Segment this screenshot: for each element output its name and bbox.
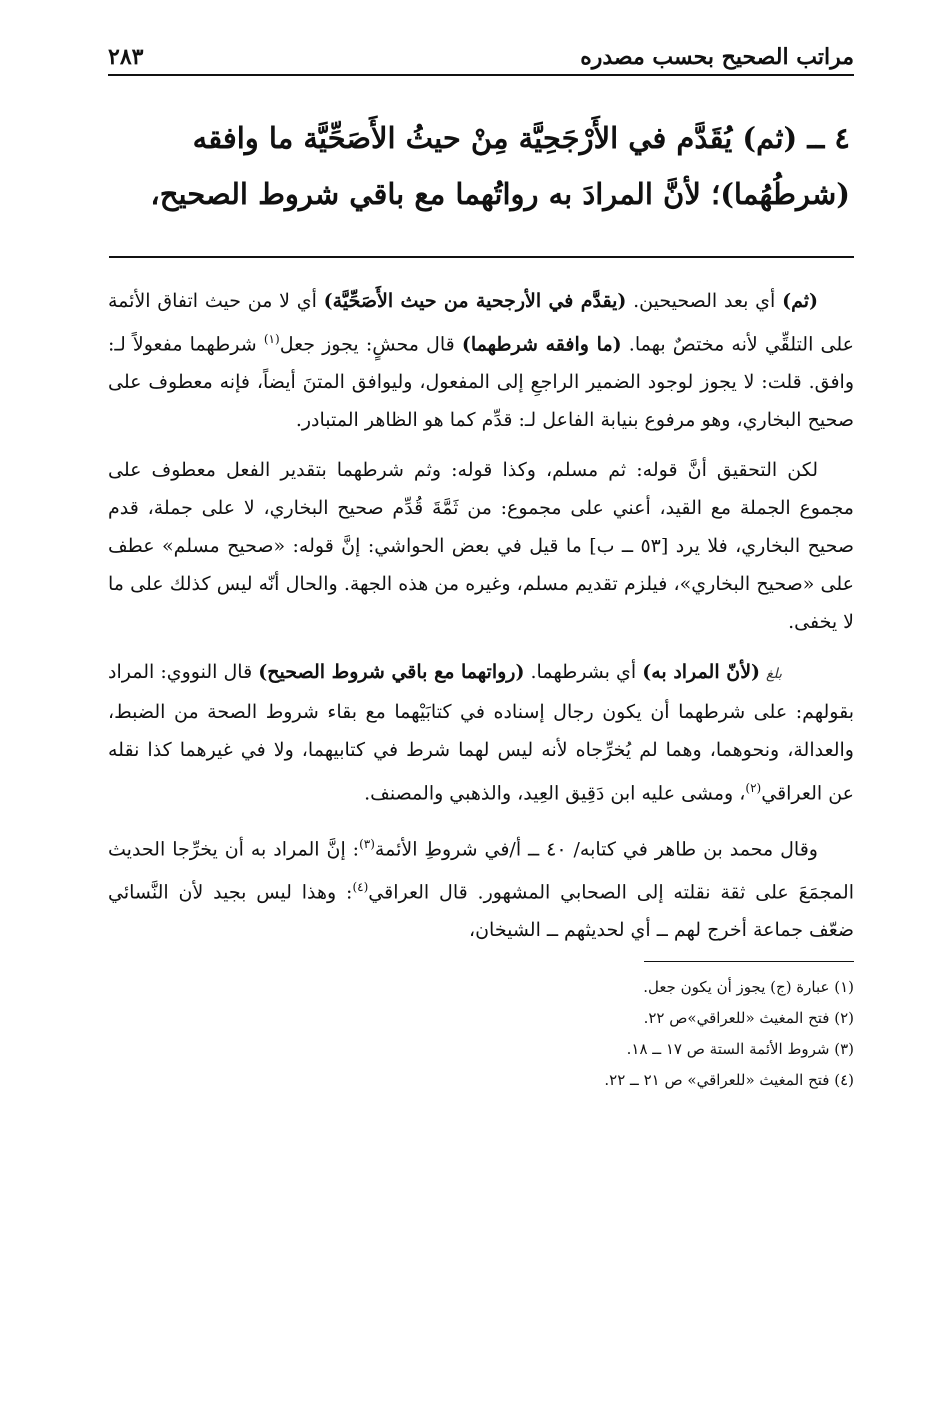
footnote: (٢) فتح المغيث «للعراقي»ص ٢٢. [643,1009,854,1028]
footnote-ref: (٢) [745,781,762,796]
footnote: (٣) شروط الأئمة الستة ص ١٧ ــ ١٨. [626,1040,854,1059]
running-title: مراتب الصحيح بحسب مصدره [580,44,854,70]
paragraph-text: ، ومشى عليه ابن دَقِيق العِيد، والذهبي والمصنف. [364,782,746,805]
paragraph-text: أي بعد الصحيحين. [626,290,783,312]
footnote-ref: (٤) [352,879,369,894]
matn-line: ٤ ــ (ثم) يُقَدَّم في الأَرْجَحِيَّة مِنْ حيثُ الأَصَحِّيَّة ما وافقه [192,121,850,155]
commentary [108,282,854,949]
commentary-paragraph [108,825,854,950]
paragraph-text: شرطهما مفعولاً لـ: وافق. قلت: لا يجوز لوجود الضمير الراجعِ إلى المفعول، وليوافق المتنَ أيضاً، فإنه معطوف على صحيح البخاري، وهو مرفوع بنيابة الفاعل لـ: قدِّم كما هو الظاهر المتبادر. [108,333,854,432]
book-page [108,30,854,1370]
matn-text [108,110,854,222]
commentary-paragraph [108,653,854,812]
running-header [108,30,854,76]
footnote-ref: (١) [263,332,280,346]
matn-line: (شرطُهُما)؛ لأنَّ المرادَ به رواتُهما مع باقي شروط الصحيح، [150,177,850,211]
commentary-paragraph [108,282,854,439]
margin-note-mark: بلغ [766,666,783,683]
quoted-term: (ثم) [782,290,818,312]
footnote-separator [644,961,854,962]
page-number: ٢٨٣ [108,44,144,70]
paragraph-text: : إنَّ المراد به أن يخرِّجا الحديث المجمَعَ على ثقة نقلته إلى الصحابي المشهور. قال العراقي [108,837,854,904]
quoted-term: (ما وافقه شرطهما) [461,333,622,356]
paragraph-text: أي بشرطهما. [524,661,643,684]
paragraph-text: قال النووي: المراد بقولهم: على شرطهما أن يكون رجال إسناده في كتابَيْهما مع بقاء شروط الصحة من الضبط، والعدالة، ونحوهما، وهما لم يُخرِّجاه لأنه ليس لهما شرط في كتابيهما، ولا في غيرهما كذا نقله عن العراقي [108,661,854,805]
commentary-paragraph: لكن التحقيق أنَّ قوله: ثم مسلم، وكذا قوله: وثم شرطهما بتقدير الفعل معطوف على مجموع الجملة مع القيد، أعني على مجموع: من ثَمَّةَ قُدِّم صحيح البخاري، لا على جملة، قدم صحيح البخاري، فلا يرد [٥٣ ــ ب] ما قيل في بعض الحواشي: إنَّ قوله: «صحيح مسلم» عطف على «صحيح البخاري»، فيلزم تقديم مسلم، وغيره من هذه الجهة. والحال أنّه ليس كذلك على ما لا يخفى. [108,459,854,634]
matn-separator [109,256,854,258]
quoted-term: (لأنّ المراد به) [642,661,761,684]
paragraph-text: وقال محمد بن طاهر في كتابه/ ٤٠ ــ أ/في شروطِ الأئمة [374,837,818,860]
paragraph-text: قال محشٍ: يجوز جعل [279,333,462,356]
footnotes [108,972,854,1096]
footnote: (٤) فتح المغيث «للعراقي» ص ٢١ ــ ٢٢. [604,1071,854,1090]
paragraph-text: : وهذا ليس بجيد لأن النَّسائي ضعّف جماعة أخرج لهم ــ أي لحديثهم ــ الشيخان، [108,881,854,942]
footnote-ref: (٣) [359,836,375,851]
footnote: (١) عبارة (ج) يجوز أن يكون جعل. [643,978,854,997]
paragraph-text: أي لا من حيث اتفاق الأئمة على التلقِّي لأنه مختصٌ بهما. [108,290,854,356]
quoted-term: (رواتهما مع باقي شروط الصحيح) [258,661,525,684]
quoted-term: (يقدَّم في الأرجحية من حيث الأَصَحِّيَّة) [323,290,627,312]
